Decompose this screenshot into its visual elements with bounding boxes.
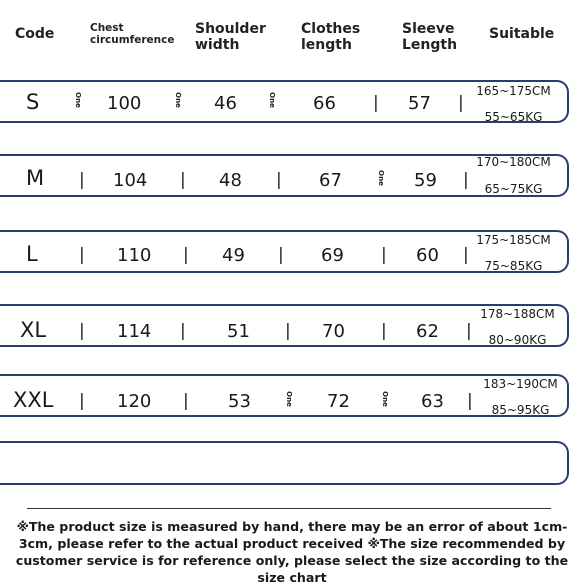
column-separator: | [373, 93, 379, 113]
size-row-s [0, 80, 569, 123]
column-separator: | [79, 245, 85, 265]
suitable-height: 175~185CM [476, 233, 551, 247]
divider [27, 508, 551, 509]
shoulder-value: 53 [228, 391, 251, 412]
size-row-m [0, 154, 569, 197]
column-separator: | [466, 321, 472, 341]
size-code: M [26, 166, 45, 190]
suitable-height: 170~180CM [476, 155, 551, 169]
column-separator: | [463, 245, 469, 265]
clothes-value: 67 [319, 170, 342, 191]
chest-value: 104 [113, 170, 148, 191]
sleeve-value: 63 [421, 391, 444, 412]
suitable-height: 178~188CM [480, 307, 555, 321]
header-clothes: Clothes length [301, 21, 361, 54]
column-separator: | [467, 391, 473, 411]
chest-value: 110 [117, 245, 152, 266]
one-mark: One [173, 92, 182, 108]
suitable-weight: 80~90KG [488, 333, 547, 347]
column-separator: | [381, 245, 387, 265]
clothes-value: 69 [321, 245, 344, 266]
clothes-value: 70 [322, 321, 345, 342]
column-separator: | [183, 245, 189, 265]
column-separator: | [79, 321, 85, 341]
size-row-l [0, 230, 569, 273]
chest-value: 120 [117, 391, 152, 412]
column-separator: | [278, 245, 284, 265]
size-code: XXL [13, 388, 54, 412]
suitable-weight: 85~95KG [491, 403, 550, 417]
sleeve-value: 57 [408, 93, 431, 114]
shoulder-value: 48 [219, 170, 242, 191]
clothes-value: 72 [327, 391, 350, 412]
suitable-weight: 55~65KG [484, 110, 543, 124]
size-row-xxl [0, 374, 569, 417]
one-mark: One [284, 391, 293, 407]
column-separator: | [180, 321, 186, 341]
size-note: ※The product size is measured by hand, there may be an error of about 1cm-3cm, please refer to the actual product received ※The size recommended by customer service is for reference only, please select the size according to the size chart [15, 519, 569, 585]
size-code: S [26, 90, 40, 114]
size-row-empty [0, 441, 569, 485]
header-shoulder: Shoulder width [195, 21, 266, 54]
column-separator: | [458, 93, 464, 113]
header-suitable: Suitable [489, 26, 555, 42]
chest-value: 114 [117, 321, 152, 342]
clothes-value: 66 [313, 93, 336, 114]
column-separator: | [79, 170, 85, 190]
suitable-height: 165~175CM [476, 84, 551, 98]
one-mark: One [376, 170, 385, 186]
one-mark: One [267, 92, 276, 108]
column-separator: | [381, 321, 387, 341]
shoulder-value: 51 [227, 321, 250, 342]
suitable-height: 183~190CM [483, 377, 558, 391]
column-separator: | [285, 321, 291, 341]
column-separator: | [276, 170, 282, 190]
sleeve-value: 59 [414, 170, 437, 191]
sleeve-value: 60 [416, 245, 439, 266]
suitable-weight: 65~75KG [484, 182, 543, 196]
size-row-xl [0, 304, 569, 347]
column-separator: | [180, 170, 186, 190]
shoulder-value: 46 [214, 93, 237, 114]
one-mark: One [73, 92, 82, 108]
suitable-weight: 75~85KG [484, 259, 543, 273]
header-chest: Chest circumference [90, 22, 175, 47]
size-code: XL [20, 318, 47, 342]
one-mark: One [380, 391, 389, 407]
column-separator: | [79, 391, 85, 411]
header-code: Code [15, 26, 55, 42]
size-code: L [26, 242, 38, 266]
sleeve-value: 62 [416, 321, 439, 342]
column-separator: | [463, 170, 469, 190]
chest-value: 100 [107, 93, 142, 114]
header-sleeve: Sleeve Length [402, 21, 458, 54]
shoulder-value: 49 [222, 245, 245, 266]
column-separator: | [183, 391, 189, 411]
